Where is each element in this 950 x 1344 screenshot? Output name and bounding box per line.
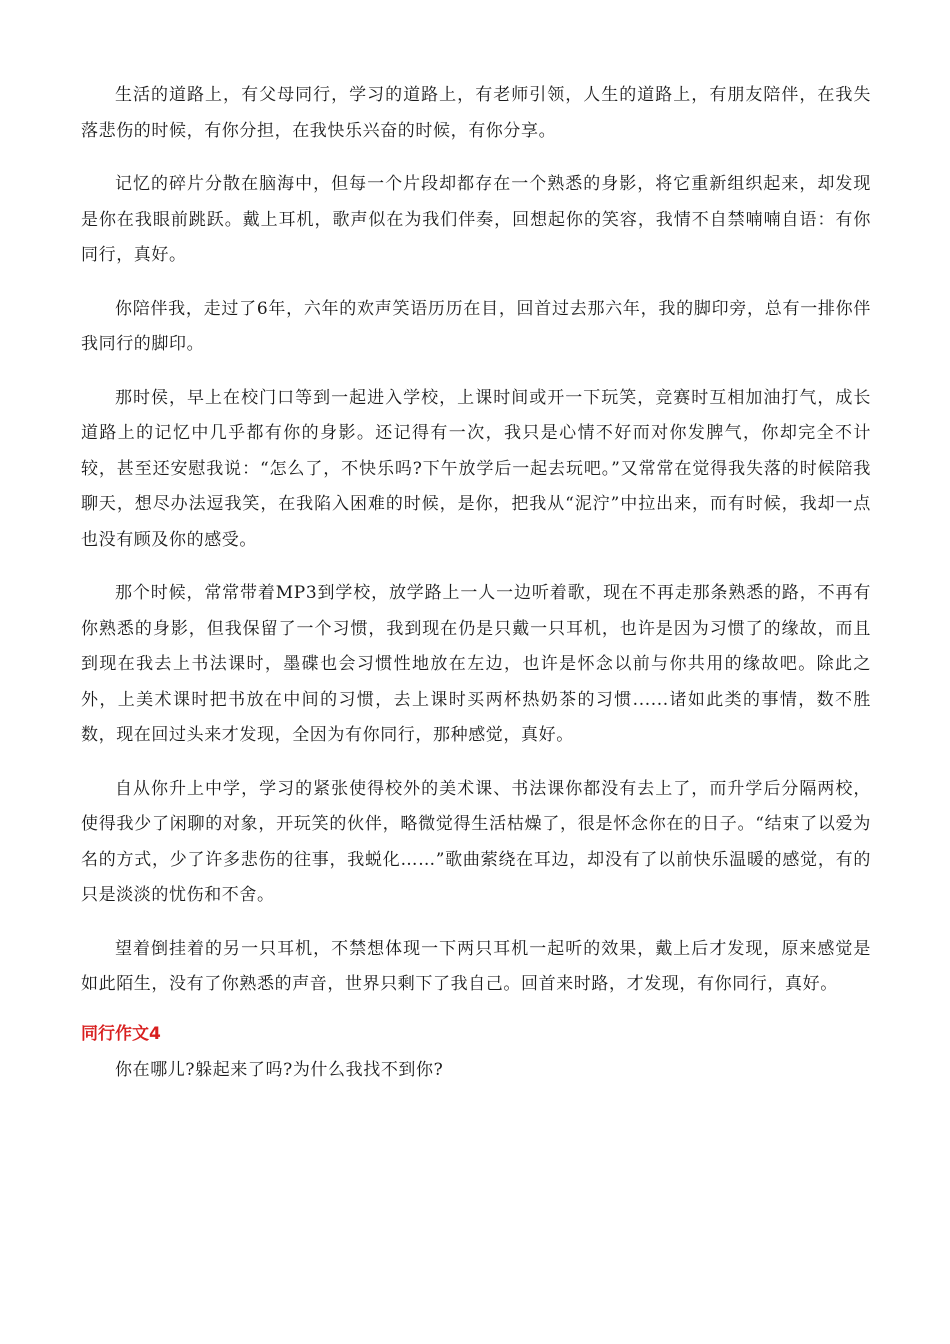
paragraph-2: 记忆的碎片分散在脑海中，但每一个片段却都存在一个熟悉的身影，将它重新组织起来，却发现是你在我眼前跳跃。戴上耳机，歌声似在为我们伴奏，回想起你的笑容，我情不自禁喃喃自语：有你同行，真好。 (81, 174, 871, 265)
paragraph-7: 望着倒挂着的另一只耳机，不禁想体现一下两只耳机一起听的效果，戴上后才发现，原来感觉是如此陌生，没有了你熟悉的声音，世界只剩下了我自己。回首来时路，才发现，有你同行，真好。 (81, 938, 871, 994)
section-heading: 同行作文4 (81, 1023, 161, 1044)
paragraph-4: 那时侯，早上在校门口等到一起进入学校，上课时间或开一下玩笑，竞赛时互相加油打气，成长道路上的记忆中几乎都有你的身影。还记得有一次，我只是心情不好而对你发脾气，你却完全不计较，甚至还安慰我说：“怎么了，不快乐吗?下午放学后一起去玩吧。”又常常在觉得我失落的时候陪我聊天，想尽办法逗我笑，在我陷入困难的时候，是你，把我从“泥泞”中拉出来，而有时候，我却一点也没有顾及你的感受。 (81, 387, 871, 550)
paragraph-6: 自从你升上中学，学习的紧张使得校外的美术课、书法课你都没有去上了，而升学后分隔两校，使得我少了闲聊的对象，开玩笑的伙伴，略微觉得生活枯燥了，很是怀念你在的日子。“结束了以爱为名的方式，少了许多悲伤的往事，我蜕化……”歌曲萦绕在耳边，却没有了以前快乐温暖的感觉，有的只是淡淡的忧伤和不舍。 (81, 778, 871, 905)
paragraph-3: 你陪伴我，走过了6年，六年的欢声笑语历历在目，回首过去那六年，我的脚印旁，总有一排你伴我同行的脚印。 (81, 298, 871, 354)
document-page (81, 78, 871, 1106)
paragraph-5: 那个时候，常常带着MP3到学校，放学路上一人一边听着歌，现在不再走那条熟悉的路，不再有你熟悉的身影，但我保留了一个习惯，我到现在仍是只戴一只耳机，也许是因为习惯了的缘故，而且到现在我去上书法课时，墨碟也会习惯性地放在左边，也许是怀念以前与你共用的缘故吧。除此之外，上美术课时把书放在中间的习惯，去上课时买两杯热奶茶的习惯......诸如此类的事情，数不胜数，现在回过头来才发现，全因为有你同行，那种感觉，真好。 (81, 583, 871, 745)
section-first-paragraph: 你在哪儿?躲起来了吗?为什么我找不到你? (115, 1059, 444, 1080)
paragraph-1: 生活的道路上，有父母同行，学习的道路上，有老师引领，人生的道路上，有朋友陪伴，在我失落悲伤的时候，有你分担，在我快乐兴奋的时候，有你分享。 (81, 85, 871, 141)
